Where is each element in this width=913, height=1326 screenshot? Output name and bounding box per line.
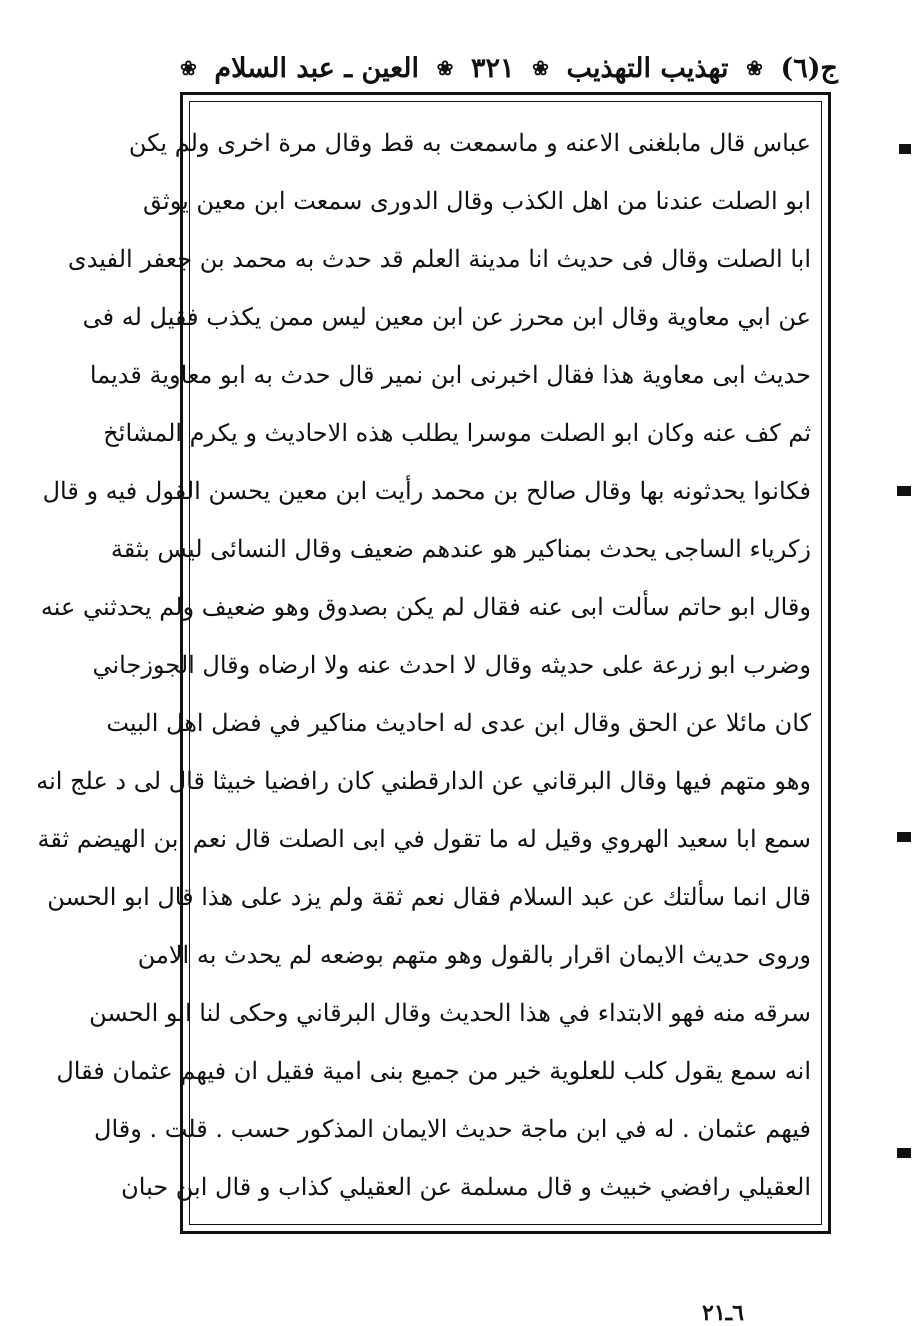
text-line: ابا الصلت وقال فى حديث انا مدينة العلم قد حدث به محمد بن جعفر الفيدى — [67, 245, 811, 273]
margin-mark — [897, 832, 911, 842]
section-title: العين ـ عبد السلام — [214, 52, 420, 84]
text-line: عن ابي معاوية وقال ابن محرز عن ابن معين ليس ممن يكذب فقيل له فى — [82, 303, 811, 331]
text-line: فكانوا يحدثونه بها وقال صالح بن محمد رأيت ابن معين يحسن القول فيه و قال — [42, 477, 811, 505]
text-line: انه سمع يقول كلب للعلوية خير من جميع بنى امية فقيل ان فيهم عثمان فقال — [56, 1057, 811, 1085]
text-line: ثم كف عنه وكان ابو الصلت موسرا يطلب هذه الاحاديث و يكرم المشائخ — [103, 419, 811, 447]
text-line: وهو متهم فيها وقال البرقاني عن الدارقطني كان رافضيا خبيثا قال لى د علج انه — [36, 767, 811, 795]
text-line: سرقه منه فهو الابتداء في هذا الحديث وقال البرقاني وحكى لنا ابو الحسن — [89, 999, 811, 1027]
margin-mark — [897, 486, 911, 496]
book-title: تهذيب التهذيب — [566, 52, 729, 84]
text-line: قال انما سألتك عن عبد السلام فقال نعم ثقة ولم يزد على هذا قال ابو الحسن — [47, 883, 811, 911]
text-line: كان مائلا عن الحق وقال ابن عدى له احاديث مناكير في فضل اهل البيت — [106, 709, 811, 737]
text-line: وروى حديث الايمان اقرار بالقول وهو متهم بوضعه لم يحدث به الامن — [137, 941, 811, 969]
volume-label: ج(٦) — [780, 52, 838, 84]
text-line: ابو الصلت عندنا من اهل الكذب وقال الدورى سمعت ابن معين يوثق — [143, 187, 811, 215]
ornament-icon: ❀ — [436, 56, 454, 80]
ornament-icon: ❀ — [180, 56, 197, 80]
ornament-icon: ❀ — [532, 56, 549, 80]
body-text — [36, 112, 811, 1222]
text-line: عباس قال مابلغنى الاعنه و ماسمعت به قط وقال مرة اخرى ولم يكن — [128, 129, 811, 157]
text-line: سمع ابا سعيد الهروي وقيل له ما تقول في ابى الصلت قال نعم ابن الهيضم ثقة — [37, 825, 811, 853]
text-line: العقيلي رافضي خبيث و قال مسلمة عن العقيلي كذاب و قال ابن حبان — [121, 1173, 811, 1201]
footer-page-code: ٦ـ٢١ — [702, 1300, 744, 1326]
text-line: فيهم عثمان . له في ابن ماجة حديث الايمان المذكور حسب . قلت . وقال — [94, 1115, 811, 1143]
page-number: ٣٢١ — [470, 52, 515, 84]
margin-mark — [899, 144, 911, 154]
margin-mark — [897, 1148, 911, 1158]
page-header — [178, 46, 838, 90]
ornament-icon: ❀ — [746, 56, 763, 80]
text-line: وقال ابو حاتم سألت ابى عنه فقال لم يكن بصدوق وهو ضعيف ولم يحدثني عنه — [40, 593, 811, 621]
text-line: حديث ابى معاوية هذا فقال اخبرنى ابن نمير قال حدث به ابو معاوية قديما — [89, 361, 811, 389]
text-line: وضرب ابو زرعة على حديثه وقال لا احدث عنه ولا ارضاه وقال الجوزجاني — [92, 651, 811, 679]
text-line: زكرياء الساجى يحدث بمناكير هو عندهم ضعيف وقال النسائى ليس بثقة — [110, 535, 811, 563]
